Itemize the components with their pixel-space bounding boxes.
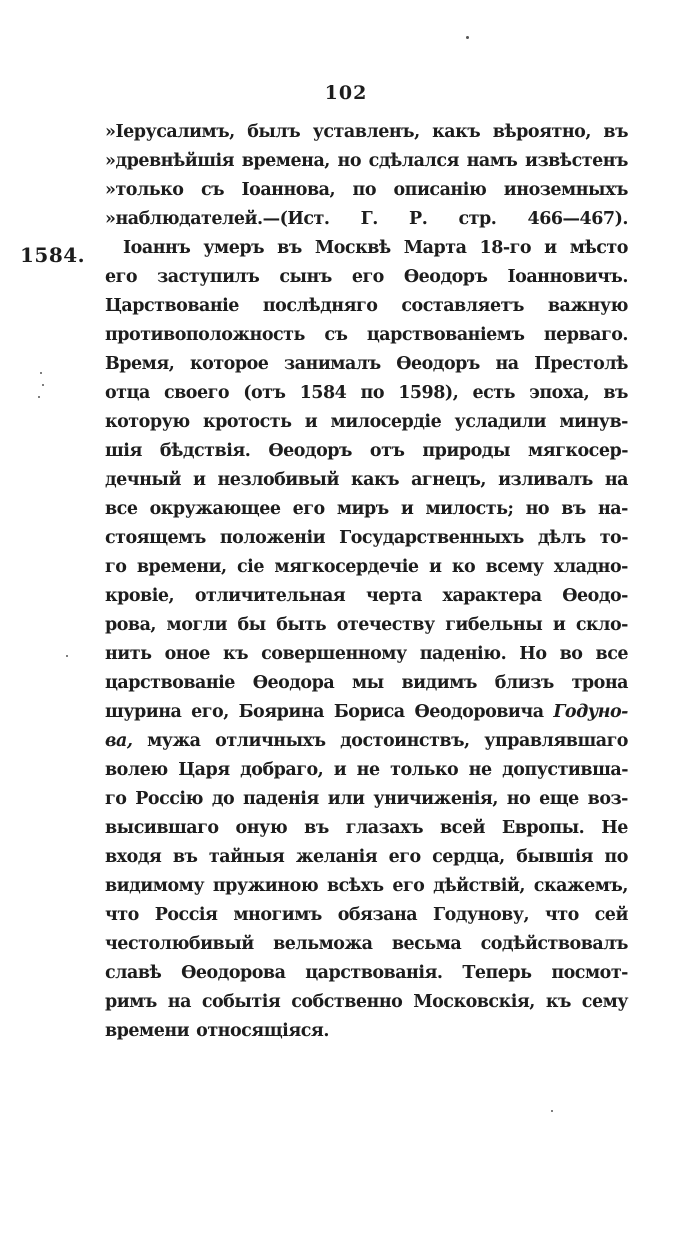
word: изливалъ [498,470,593,490]
paper-speck [38,396,40,398]
word: управлявшаго [484,731,628,751]
word: входя [105,847,162,867]
text-line [105,1017,628,1046]
word: его [292,499,325,519]
text-line [105,988,628,1017]
word: добраго, [240,760,324,780]
word: черта [365,586,422,606]
text-line [105,611,628,640]
word: достоинствъ, [340,731,470,751]
text-line [105,930,628,959]
word: Іоанновичъ. [507,267,628,287]
word: Ѳеодоровича [414,702,544,722]
word: и [192,470,206,490]
word: мягкосер- [528,441,628,461]
word: рова, [105,615,156,635]
word: его [351,267,384,287]
word: видимому [105,876,205,896]
word: какъ [432,122,481,142]
word: въ [603,383,628,403]
page-number: 102 [324,82,368,104]
text-line [105,901,628,930]
word: 1584 [299,383,347,403]
word: честолюбивый [105,934,254,954]
word: перваго. [543,325,628,345]
word: 466—467). [527,209,628,229]
word: то- [599,528,628,548]
word: но [525,499,550,519]
word: славѣ [105,963,162,983]
word: есть [472,383,515,403]
word: стоящемъ [105,528,206,548]
word: и [304,412,318,432]
word: оную [235,818,288,838]
word: шія [105,441,142,461]
text-line [105,292,628,321]
word: Россія [154,905,218,925]
word: времени, [136,557,227,577]
word: и [544,238,557,258]
word: съ [200,180,225,200]
word: вельможа [273,934,373,954]
word: ва, [105,731,133,751]
word: Ѳеодоръ [396,354,480,374]
text-line [105,147,628,176]
text-line [105,814,628,843]
word: агнецъ, [411,470,487,490]
word: отечеству [336,615,435,635]
word: паденія [243,789,319,809]
word: содѣйствовалъ [480,934,628,954]
word: дѣйствій, [433,876,525,896]
word: относящіяся. [196,1021,329,1041]
word: противоположность [105,325,305,345]
word: »древнѣйшія [105,151,235,171]
word: Ѳеодо- [562,586,628,606]
word: мягкосердечіе [274,557,419,577]
word: мѣсто [569,238,628,258]
word: усладили [454,412,547,432]
word: собственно [291,992,403,1012]
word: Годуно- [553,702,628,722]
word: многимъ [233,905,322,925]
word: царствованіе [105,673,235,693]
text-line [105,234,628,263]
text-line [105,756,628,785]
word: Марта [403,238,467,258]
word: отца [105,383,150,403]
word: не [356,760,380,780]
word: кровіе, [105,586,175,606]
word: царствованія. [305,963,443,983]
word: Боярина [238,702,325,722]
word: извѣстенъ [525,151,628,171]
word: иноземныхъ [503,180,628,200]
word: отличительная [194,586,346,606]
word: но [337,151,362,171]
word: 1598), [398,383,459,403]
word: сей [594,905,628,925]
word: кротость [203,412,292,432]
margin-year: 1584. [20,243,86,267]
word: или [327,789,365,809]
word: все [595,644,628,664]
word: Іоаннъ [123,238,191,258]
word: могли [166,615,227,635]
word: трона [571,673,628,693]
word: Г. [360,209,378,229]
word: Престолѣ [534,354,628,374]
word: Россію [135,789,203,809]
word: его [105,267,138,287]
text-line [105,205,628,234]
text-line [105,350,628,379]
word: глазахъ [345,818,424,838]
word: Ѳеодоръ [403,267,488,287]
word: въ [603,122,628,142]
word: нить [105,644,152,664]
word: времена, [241,151,330,171]
text-line [105,118,628,147]
word: составляетъ [401,296,524,316]
word: которое [190,354,269,374]
word: близъ [494,673,554,693]
word: сердца, [432,847,505,867]
word: милость; [425,499,514,519]
word: Ѳеодорова [181,963,286,983]
word: желанія [295,847,378,867]
word: заступилъ [157,267,260,287]
word: пружиною [212,876,319,896]
word: весьма [391,934,462,954]
word: Теперь [462,963,532,983]
word: по [352,180,377,200]
word: занималъ [284,354,381,374]
word: отъ [369,441,405,461]
text-line [105,321,628,350]
word: всѣхъ [327,876,384,896]
word: событія [201,992,281,1012]
word: въ [304,818,329,838]
word: еще [539,789,579,809]
word: намъ [466,151,518,171]
word: всему [485,557,544,577]
word: всей [440,818,485,838]
word: сему [581,992,628,1012]
paper-speck [40,372,42,374]
word: Время, [105,354,175,374]
word: въ [561,499,586,519]
word: посмот- [551,963,628,983]
word: Царствованіе [105,296,239,316]
word: ко [451,557,476,577]
word: и [333,760,347,780]
word: отличныхъ [215,731,326,751]
word: не [468,760,492,780]
word: къ [545,992,571,1012]
word: быть [276,615,327,635]
word: Москвѣ [314,238,391,258]
body-text [105,118,628,1046]
word: съ [324,325,348,345]
word: Іоаннова, [241,180,336,200]
word: Московскія, [413,992,535,1012]
word: высившаго [105,818,219,838]
word: окружающее [149,499,281,519]
word: Ѳеодора [252,673,335,693]
word: эпоха, [529,383,590,403]
word: и [428,557,442,577]
text-line [105,669,628,698]
word: Царя [178,760,230,780]
word: что [105,905,139,925]
text-line [105,582,628,611]
word: своего [163,383,230,403]
text-line [105,466,628,495]
paper-speck [66,655,68,657]
text-line [105,495,628,524]
word: дечный [105,470,181,490]
word: какъ [351,470,400,490]
word: былъ [247,122,301,142]
word: послѣдняго [262,296,378,316]
word: сіе [237,557,264,577]
paper-speck [551,1110,553,1112]
word: Но [519,644,547,664]
text-line [105,872,628,901]
text-line [105,785,628,814]
text-line [105,553,628,582]
word: незлобивый [217,470,339,490]
word: положеніи [219,528,326,548]
word: на [167,992,191,1012]
word: паденію. [419,644,507,664]
word: и [552,615,566,635]
word: римъ [105,992,157,1012]
word: но [506,789,531,809]
word: дѣлъ [537,528,586,548]
word: минув- [559,412,628,432]
word: »наблюдателей.—(Ист. [105,209,330,229]
word: къ [223,644,249,664]
text-line [105,843,628,872]
word: бѣдствія. [159,441,251,461]
word: царствованіемъ [366,325,525,345]
word: въ [277,238,302,258]
text-line [105,727,628,756]
word: по [604,847,628,867]
text-line [105,263,628,292]
word: мы [351,673,384,693]
word: допустивша- [502,760,628,780]
word: на [604,470,628,490]
word: »Іерусалимъ, [105,122,235,142]
word: Годунову, [433,905,530,925]
word: милосердіе [330,412,442,432]
word: его [388,847,421,867]
word: шурина [105,702,182,722]
word: важную [547,296,628,316]
word: миръ [336,499,389,519]
word: Европы. [501,818,585,838]
word: скло- [575,615,628,635]
word: го [105,557,127,577]
word: волею [105,760,168,780]
word: сынъ [279,267,332,287]
text-line [105,640,628,669]
text-line [105,176,628,205]
word: бы [237,615,266,635]
word: гибельны [445,615,543,635]
word: Р. [409,209,428,229]
word: только [390,760,459,780]
word: сдѣлался [368,151,459,171]
word: природы [422,441,511,461]
word: времени [105,1021,190,1041]
text-line [105,408,628,437]
word: хладно- [553,557,628,577]
word: что [544,905,579,925]
word: на- [597,499,628,519]
word: въ [172,847,198,867]
word: его [392,876,425,896]
word: 18-го [479,238,532,258]
word: уставленъ, [312,122,420,142]
word: тайныя [208,847,285,867]
word: (отъ [243,383,286,403]
word: по [360,383,385,403]
word: до [211,789,235,809]
text-line [105,959,628,988]
word: оное [164,644,210,664]
word: совершенному [261,644,407,664]
word: обязана [337,905,418,925]
text-line [105,698,628,727]
word: »только [105,180,184,200]
text-line [105,437,628,466]
word: Государственныхъ [339,528,524,548]
word: Не [601,818,628,838]
word: скажемъ, [533,876,628,896]
word: описанію [393,180,487,200]
word: мужа [147,731,201,751]
word: стр. [458,209,497,229]
word: характера [442,586,542,606]
word: бывшія [516,847,593,867]
word: Ѳеодоръ [268,441,352,461]
word: видимъ [401,673,477,693]
word: умеръ [203,238,265,258]
word: все [105,499,138,519]
word: го [105,789,127,809]
word: которую [105,412,190,432]
paper-speck [466,36,469,39]
word: воз- [587,789,628,809]
word: уничиженія, [373,789,498,809]
word: на [495,354,519,374]
paper-speck [42,384,44,386]
word: и [400,499,414,519]
text-line [105,379,628,408]
word: во [559,644,583,664]
word: Бориса [333,702,405,722]
text-line [105,524,628,553]
word: вѣроятно, [492,122,591,142]
word: его, [191,702,229,722]
